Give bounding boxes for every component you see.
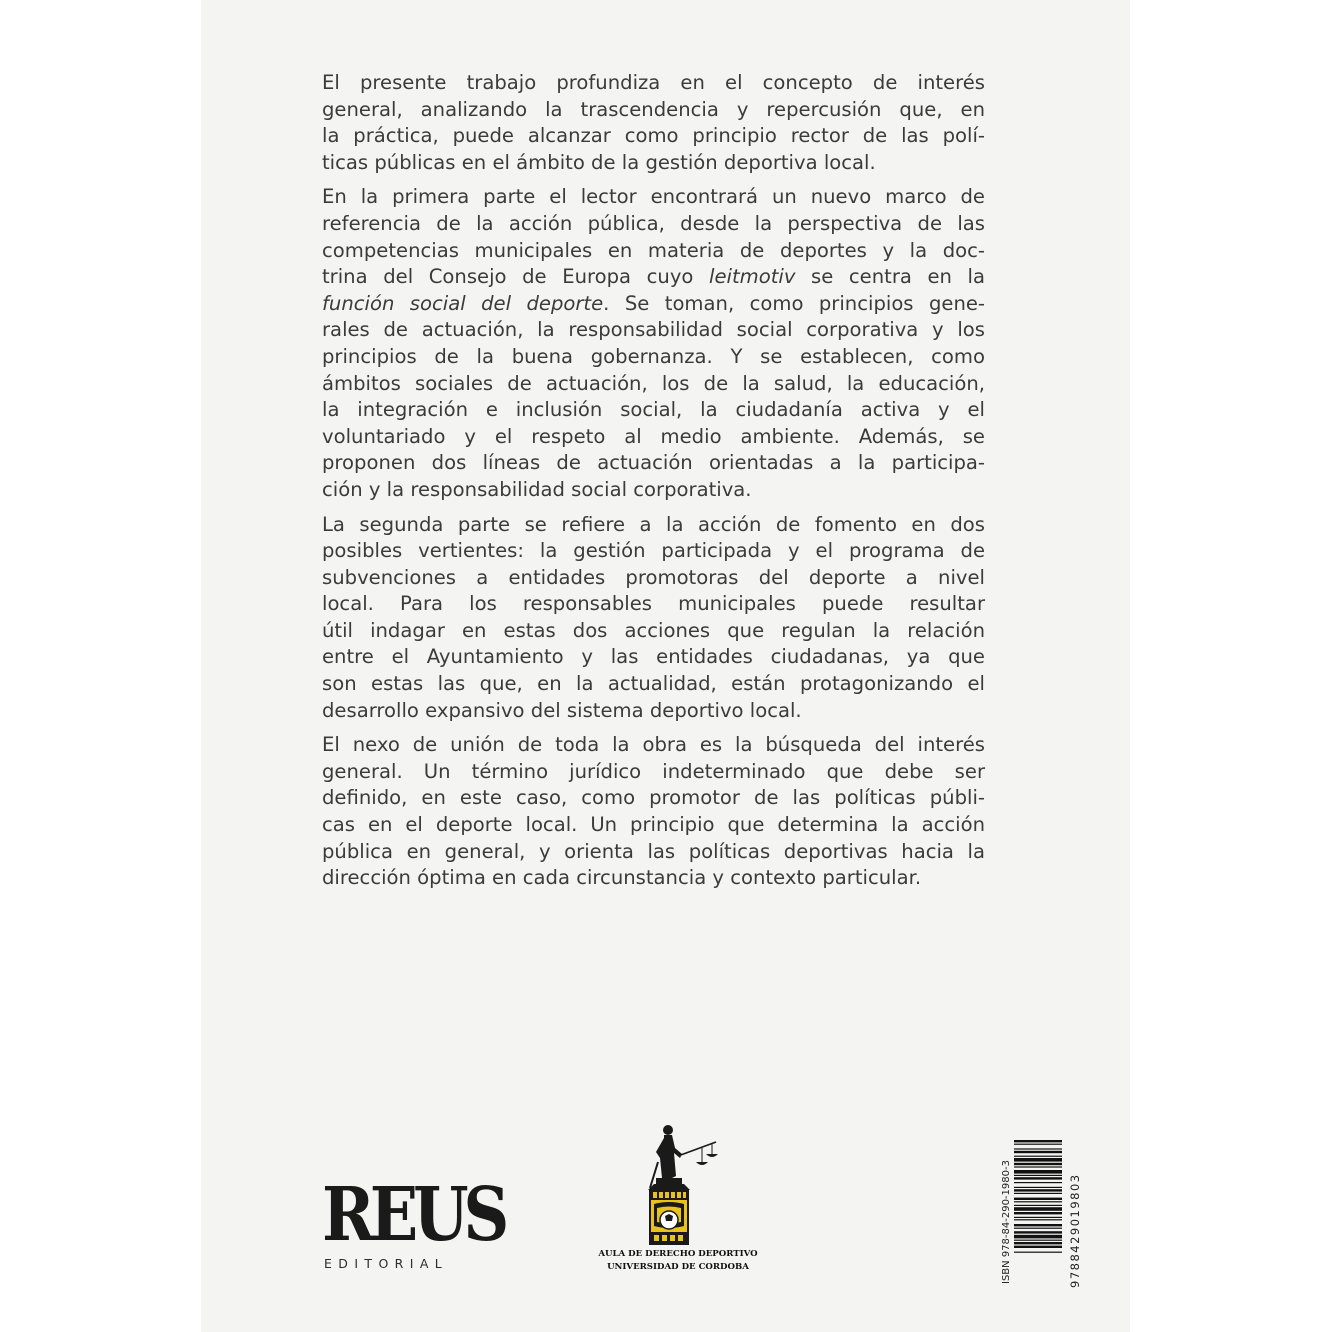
barcode-bar xyxy=(1014,1187,1062,1188)
barcode-bar xyxy=(1014,1151,1062,1153)
text-line: En la primera parte el lector encontrará un nuevo marco de xyxy=(322,185,985,209)
barcode-bar xyxy=(1014,1156,1062,1157)
barcode-bar xyxy=(1014,1228,1062,1229)
paragraph xyxy=(322,70,985,176)
text-segment: trina del Consejo de Europa cuyo xyxy=(322,265,710,289)
text-line: referencia de la acción pública, desde la perspectiva de las xyxy=(322,211,985,235)
ean-digits: 9788429019803 xyxy=(1068,1173,1082,1288)
text-line xyxy=(322,291,985,318)
text-line: la práctica, puede alcanzar como principio rector de las polí- xyxy=(322,124,985,148)
text-line xyxy=(322,264,985,291)
text-segment: se centra en la xyxy=(795,265,985,289)
barcode-bar xyxy=(1014,1144,1062,1145)
barcode-bar xyxy=(1014,1158,1062,1162)
barcode-bar xyxy=(1014,1235,1062,1239)
text-line: cas en el deporte local. Un principio que determina la acción xyxy=(322,813,985,837)
justice-statue-icon xyxy=(598,1118,758,1250)
publisher-subtitle: EDITORIAL xyxy=(324,1256,449,1271)
publisher-name: REUS xyxy=(322,1172,505,1258)
text-line: ción y la responsabilidad social corporativa. xyxy=(322,477,752,501)
text-line: subvenciones a entidades promotoras del deporte a nivel xyxy=(322,565,985,589)
barcode-bar xyxy=(1014,1242,1062,1244)
barcode-bar xyxy=(1014,1219,1062,1220)
text-line: la integración e inclusión social, la ciudadanía activa y el xyxy=(322,398,985,422)
text-line: dirección óptima en cada circunstancia y contexto particular. xyxy=(322,866,922,890)
barcode-bar xyxy=(1014,1140,1062,1142)
text-line: rales de actuación, la responsabilidad social corporativa y los xyxy=(322,318,985,342)
reus-editorial-logo xyxy=(322,1172,505,1276)
barcode-bar xyxy=(1014,1246,1062,1248)
text-line: El presente trabajo profundiza en el concepto de interés xyxy=(322,71,985,94)
barcode-bar xyxy=(1014,1166,1062,1167)
barcode-bar xyxy=(1014,1170,1062,1174)
barcode-bar xyxy=(1014,1163,1062,1165)
aula-emblem xyxy=(598,1118,768,1278)
text-line: voluntariado y el respeto al medio ambiente. Además, se xyxy=(322,424,985,448)
text-line: desarrollo expansivo del sistema deportivo local. xyxy=(322,698,802,722)
barcode-bar xyxy=(1014,1148,1062,1149)
text-line: pública en general, y orienta las políticas deportivas hacia la xyxy=(322,839,985,863)
italic-term: función social del deporte xyxy=(322,291,604,315)
text-line: entre el Ayuntamiento y las entidades ciudadanas, ya que xyxy=(322,645,985,669)
barcode-bar xyxy=(1014,1252,1062,1253)
aula-title: AULA DE DERECHO DEPORTIVO xyxy=(598,1249,758,1259)
barcode-bar xyxy=(1014,1240,1062,1241)
text-line: son estas las que, en la actualidad, están protagonizando el xyxy=(322,672,985,696)
text-line: definido, en este caso, como promotor de las políticas públi- xyxy=(322,786,985,810)
text-line: general, analizando la trascendencia y repercusión que, en xyxy=(322,97,985,121)
text-line: local. Para los responsables municipales puede resultar xyxy=(322,592,985,616)
barcode-bar xyxy=(1014,1177,1062,1179)
barcode-bar xyxy=(1014,1175,1062,1176)
text-line: útil indagar en estas dos acciones que regulan la relación xyxy=(322,618,985,642)
paragraph xyxy=(322,732,985,892)
text-line: ticas públicas en el ámbito de la gestión deportiva local. xyxy=(322,150,876,174)
isbn-label: ISBN 978-84-290-1980-3 xyxy=(1001,1160,1012,1284)
barcode-bar xyxy=(1014,1182,1062,1183)
text-line: principios de la buena gobernanza. Y se establecen, como xyxy=(322,344,985,368)
text-line: proponen dos líneas de actuación orientadas a la participa- xyxy=(322,451,985,475)
blurb-text xyxy=(322,70,985,900)
paragraph xyxy=(322,512,985,725)
barcode-bar xyxy=(1014,1201,1062,1202)
barcode-bar xyxy=(1014,1205,1062,1206)
text-line: ámbitos sociales de actuación, los de la salud, la educación, xyxy=(322,371,985,395)
aula-university: UNIVERSIDAD DE CORDOBA xyxy=(607,1262,749,1272)
text-line: La segunda parte se refiere a la acción de fomento en dos xyxy=(322,512,985,536)
barcode-bar xyxy=(1014,1189,1062,1191)
barcode-bar xyxy=(1014,1217,1062,1218)
barcode-bar xyxy=(1014,1224,1062,1226)
paragraph xyxy=(322,184,985,503)
text-segment: . Se toman, como principios gene- xyxy=(603,291,985,315)
barcode-bar xyxy=(1014,1207,1062,1211)
text-line: posibles vertientes: la gestión participada y el programa de xyxy=(322,539,985,563)
text-line: El nexo de unión de toda la obra es la búsqueda del interés xyxy=(322,733,985,757)
barcode-bar xyxy=(1014,1231,1062,1233)
barcode-bar xyxy=(1014,1212,1062,1214)
barcode-bar xyxy=(1014,1198,1062,1200)
barcode-bar xyxy=(1014,1193,1062,1194)
italic-term: leitmotiv xyxy=(709,265,796,289)
text-line: general. Un término jurídico indeterminado que debe ser xyxy=(322,759,985,783)
text-line: competencias municipales en materia de deportes y la doc- xyxy=(322,238,985,262)
